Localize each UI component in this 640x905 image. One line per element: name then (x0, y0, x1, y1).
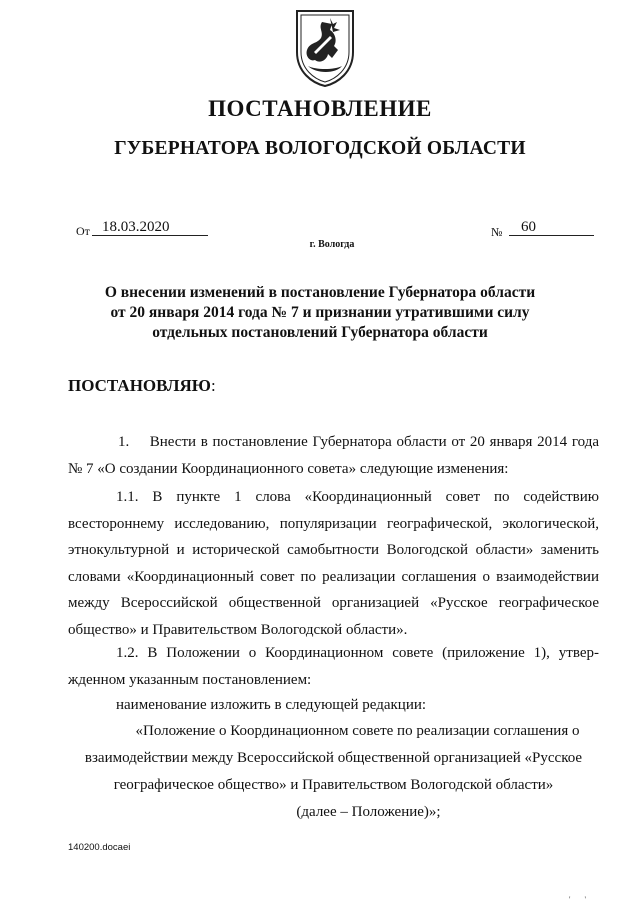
document-date: 18.03.2020 (92, 219, 208, 236)
subject-line: отдельных постановлений Губернатора области (152, 324, 488, 341)
item-number: 1. (118, 434, 130, 450)
city-label: г. Вологда (309, 239, 355, 250)
naming-line: наименование изложить в следующей редакции: (116, 697, 427, 713)
document-subtitle: ГУБЕРНАТОРА ВОЛОГОДСКОЙ ОБЛАСТИ (114, 138, 526, 159)
item-1-1-line: между Всероссийской общественной организацией «Русское географическое (68, 595, 599, 611)
subject-line: О внесении изменений в постановление Губернатора области (104, 284, 536, 301)
item-1-2 (68, 640, 599, 693)
decree-word: ПОСТАНОВЛЯЮ (68, 376, 211, 395)
item-1-1-line: общество» и Правительством Вологодской области». (68, 621, 408, 638)
item-1-text: Внести в постановление Губернатора области от 20 января 2014 года (149, 434, 600, 450)
footer-file-name: 140200.docaei (68, 842, 131, 853)
item-1-1-line: словами «Координационный совет по реализации соглашения о взаимодействии (68, 568, 599, 585)
date-prefix: От (76, 224, 90, 238)
item-1-line: № 7 «О создании Координационного совета» следующие изменения: (68, 460, 509, 477)
number-prefix: № (491, 225, 503, 239)
vologda-coat-of-arms-icon (294, 8, 356, 88)
document-number: 60 (509, 219, 594, 236)
item-1-1-line: этнокультурной и исторической самобытности Вологодской области» заменить (68, 542, 599, 558)
item-1-1-line: всестороннему исследованию, популяризации географической, экологической, (68, 515, 599, 532)
item-1-1-line: 1.1. В пункте 1 слова «Координационный совет по содействию (116, 489, 599, 505)
item-1-2-line: жденном указанным постановлением: (68, 671, 312, 688)
quote-line: взаимодействии между Всероссийской общественной организацией «Русское (84, 750, 583, 766)
item-1-2-line: 1.2. В Положении о Координационном совете (приложение 1), утвер- (116, 645, 599, 661)
item-1-line (68, 429, 599, 456)
document-title: ПОСТАНОВЛЕНИЕ (208, 96, 432, 121)
subject-line: от 20 января 2014 года № 7 и признании утратившими силу (110, 304, 530, 321)
decree-heading (68, 376, 216, 396)
footer-marks: ' ' (569, 895, 592, 904)
quote-line: (далее – Положение)»; (296, 804, 441, 820)
quote-line: «Положение о Координационном совете по реализации соглашения о (135, 723, 580, 739)
decree-colon: : (210, 376, 216, 395)
item-1 (68, 429, 599, 482)
new-title-quote (68, 718, 599, 826)
quote-line: географическое общество» и Правительством Вологодской области» (113, 777, 554, 793)
document-subject (80, 283, 560, 343)
item-1-1 (68, 484, 599, 643)
